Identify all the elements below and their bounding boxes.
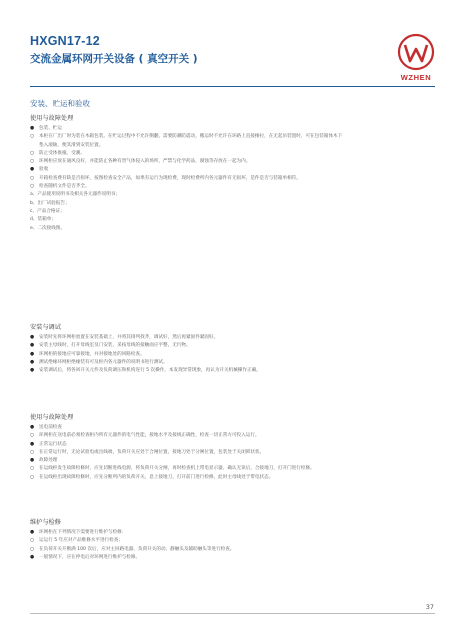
bullet-icon: ○ (30, 546, 35, 552)
section-title: 安装与调试 (30, 324, 61, 331)
bullet-icon: ○ (30, 184, 35, 190)
list-item: ○ 在正常运行时，无论试验电或出线端，负荷开关应处于合闸位置，接地刀处于分闸位置，包装处于关闭锁状状。 (30, 449, 432, 457)
list-item: ● 环网柜在下列情况下需要进行维护与检修： (30, 529, 432, 537)
bullet-icon: ○ (30, 466, 35, 472)
bullet-icon: ● (30, 343, 35, 349)
section-body (30, 125, 432, 233)
bullet-icon: ● (30, 554, 35, 560)
bullet-icon: ○ (30, 150, 35, 156)
list-item: b、出厂试验报告； (30, 200, 70, 206)
list-item: c、产品合格证； (30, 208, 65, 214)
bullet-icon: ○ (30, 134, 35, 140)
section-install-storage (30, 98, 432, 233)
bullet-icon: ● (30, 167, 35, 173)
bullet-icon: ○ (30, 433, 35, 439)
list-item: a、产品使用说明书及相关各元器件说明书； (30, 192, 121, 198)
list-item: ○ 本柜在厂出厂时为装在木箱包装。在贮运过程中不允许倒翻，需要防潮防震动，搬运时不允许在环路上直接捶拉，在无起吊装置时，可在包装箱体木下 (30, 133, 432, 141)
company-logo-icon (397, 33, 435, 73)
bullet-icon: ● (30, 458, 35, 464)
bullet-icon: ○ (30, 538, 35, 544)
list-item: ○ 防止受体推撞、受潮。 (30, 150, 432, 158)
bullet-icon: ● (30, 126, 35, 131)
bullet-icon: ● (30, 359, 35, 365)
section-body (30, 529, 432, 562)
bullet-icon: ● (30, 425, 35, 430)
section-title: 使用与故障处理 (30, 414, 74, 421)
list-item: ● 安装调试后，将各回开关元件及负荷调压和机构连行 5 次操作，本发现异常现象，再认为开关机械操作正确。 (30, 367, 432, 375)
list-item: ● 送电前检查 (30, 424, 432, 432)
list-item: ● 故障处理 (30, 457, 432, 465)
list-item: 垫入滚轴，便其滑到安装位置。 (39, 142, 104, 148)
list-item: ○ 环网柜应放在通风良好，并能防止各种有害气体侵入的场所，严禁与化学药品，腐蚀等存放在一起为内。 (30, 158, 432, 166)
section-title: 安装、贮运和验收 (30, 99, 90, 108)
section-body (30, 334, 432, 375)
list-item: ● 正常运行状态 (30, 441, 432, 449)
model-number: HXGN17-12 (30, 34, 100, 48)
list-item: ● 安装主母线时，打开母线室及门安装，采按母线的接触面应平整，无污物。 (30, 342, 432, 350)
logo-text: WZHEN (400, 73, 432, 82)
bullet-icon: ● (30, 530, 35, 535)
bullet-icon: ● (30, 441, 35, 447)
list-item: ○ 在运线柜出现故障检修时，应先分断所内的负荷开关，息上接地刀，打开前门进行检修，此时主母线处于带电状态。 (30, 474, 432, 482)
bullet-icon: ○ (30, 175, 35, 181)
list-item: ● 安装时先将环网柜放置在安装基础上，并将其排列找齐，调试好，然后再紧固件紧固好。 (30, 334, 432, 342)
list-item: ○ 环网柜在送电前必须检查柜内所有元器件的电气性能，接地水平及接线正确性，检查一切正常方可投入运行。 (30, 432, 432, 440)
page-header (30, 34, 198, 66)
list-item: ● 包装、贮运 (30, 125, 432, 133)
list-item: ○ 在负荷开关开断满 100 次后，应对主回路电器、负荷开关的动、静触头及辅助触头等进行检查。 (30, 546, 432, 554)
section-maintenance (30, 517, 432, 562)
footer-divider (30, 613, 435, 614)
bullet-icon: ● (30, 368, 35, 374)
header-divider (30, 86, 435, 87)
list-item: ● 环网柜的接地应可靠接地，并对接地处的回路检查。 (30, 351, 432, 359)
list-item: ● 一般情况下，应在停电后对环网进行维护与检修。 (30, 554, 432, 562)
list-item: ○ 检查随机文件是否齐全。 (30, 183, 432, 191)
list-item: ○ 在运线柜发生故障检修时，应先切断进线电源，将负荷开关分闸，再时检查机上带电显示器，确认无误后，合接地刀，打开门进行检修。 (30, 465, 432, 473)
bullet-icon: ○ (30, 474, 35, 480)
section-usage-fault (30, 412, 432, 482)
section-body (30, 424, 432, 482)
list-item: ● 测试绝缘环网柜绝缘装有可及柜内各元器件的说明书进行测试。 (30, 359, 432, 367)
section-subtitle: 使用与故障处理 (30, 115, 74, 122)
product-title: 交流金属环网开关设备 ( 真空开关 ) (30, 53, 198, 65)
list-item: ○ 开箱检查费有缺是否损坏，按图检查安全产品，如果有运行为现检费，现时检费所内各元器件有无损坏，是件是否与装箱单相符。 (30, 175, 432, 183)
section-title: 维护与检修 (30, 519, 61, 526)
bullet-icon: ● (30, 351, 35, 357)
page-number: 37 (425, 603, 434, 611)
bullet-icon: ○ (30, 449, 35, 455)
section-installation-debug (30, 322, 432, 375)
bullet-icon: ● (30, 335, 35, 340)
list-item: d、装箱单； (30, 217, 56, 223)
list-item: ○ 运运行 5 年应对产品维修水平进行检查； (30, 537, 432, 545)
bullet-icon: ○ (30, 159, 35, 165)
list-item: e、二次接线图。 (30, 225, 65, 231)
list-item: ● 验收 (30, 166, 432, 174)
